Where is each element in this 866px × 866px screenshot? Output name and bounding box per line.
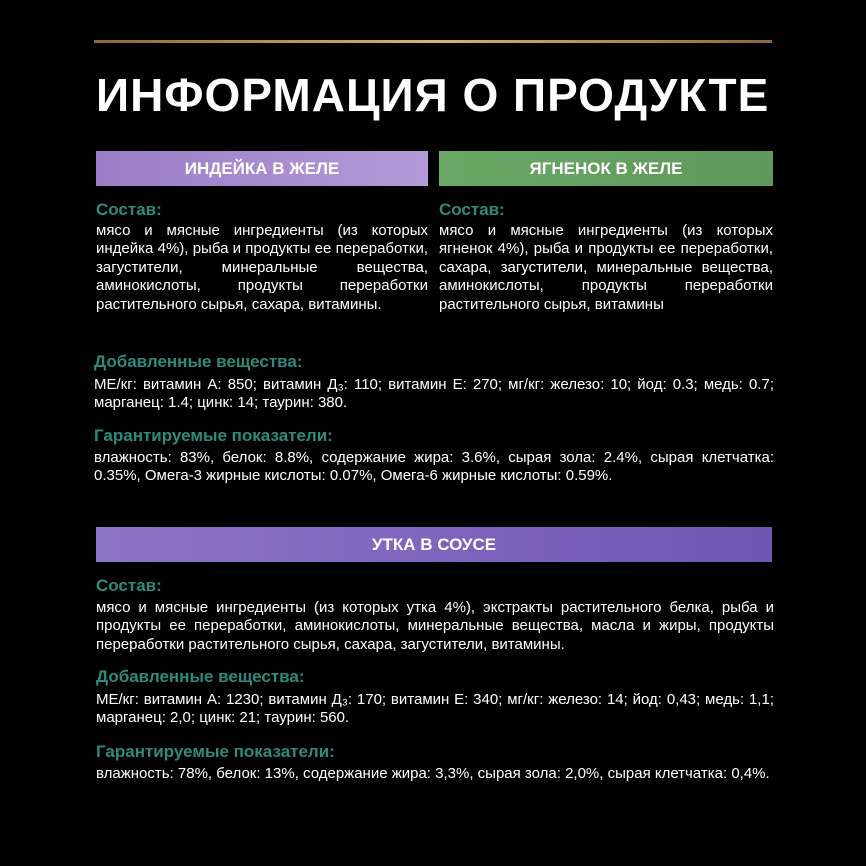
product-banner-lamb: ЯГНЕНОК В ЖЕЛЕ: [439, 151, 773, 186]
turkey-composition-text: мясо и мясные ингредиенты (из которых индейка 4%), рыба и продукты ее переработки, загустители, минеральные вещества, аминокислоты, продукты переработки растительного сырья, сахара, витамины.: [96, 222, 428, 313]
duck-guaranteed-heading: Гарантируемые показатели:: [96, 742, 335, 761]
duck-additives-heading: Добавленные вещества:: [96, 667, 305, 686]
lamb-composition-text: мясо и мясные ингредиенты (из которых ягненок 4%), рыба и продукты ее переработки, сахара, загустители, минеральные вещества, аминокислоты, продукты переработки растительного сырья, витамины: [439, 222, 773, 313]
top-divider: [94, 40, 772, 43]
turkey-composition-heading: Состав:: [96, 200, 162, 219]
page-title: ИНФОРМАЦИЯ О ПРОДУКТЕ: [96, 69, 770, 121]
lamb-composition-heading: Состав:: [439, 200, 505, 219]
shared-additives-text: МЕ/кг: витамин А: 850; витамин Д₃: 110; витамин Е: 270; мг/кг: железо: 10; йод: 0.3; медь: 0.7; марганец: 1.4; цинк: 14; таурин: 380.: [94, 376, 774, 412]
product-banner-turkey: ИНДЕЙКА В ЖЕЛЕ: [96, 151, 428, 186]
duck-guaranteed-text: влажность: 78%, белок: 13%, содержание жира: 3,3%, сырая зола: 2,0%, сырая клетчатка: 0,4%.: [96, 765, 770, 782]
duck-additives-text: МЕ/кг: витамин А: 1230; витамин Д₃: 170; витамин Е: 340; мг/кг: железо: 14; йод: 0,43; медь: 1,1; марганец: 2,0; цинк: 21; таурин: 560.: [96, 691, 774, 727]
shared-guaranteed-text: влажность: 83%, белок: 8.8%, содержание жира: 3.6%, сырая зола: 2.4%, сырая клетчатка: 0.35%, Омега-3 жирные кислоты: 0.07%, Омега-6 жирные кислоты: 0.59%.: [94, 449, 774, 485]
shared-guaranteed-heading: Гарантируемые показатели:: [94, 426, 333, 445]
duck-composition-heading: Состав:: [96, 576, 162, 595]
product-banner-duck: УТКА В СОУСЕ: [96, 527, 772, 562]
shared-additives-heading: Добавленные вещества:: [94, 352, 303, 371]
duck-composition-text: мясо и мясные ингредиенты (из которых утка 4%), экстракты растительного белка, рыба и продукты ее переработки, аминокислоты, минеральные вещества, масла и жиры, продукты переработки растительного сырья, сахара, загустители, витамины.: [96, 599, 774, 653]
